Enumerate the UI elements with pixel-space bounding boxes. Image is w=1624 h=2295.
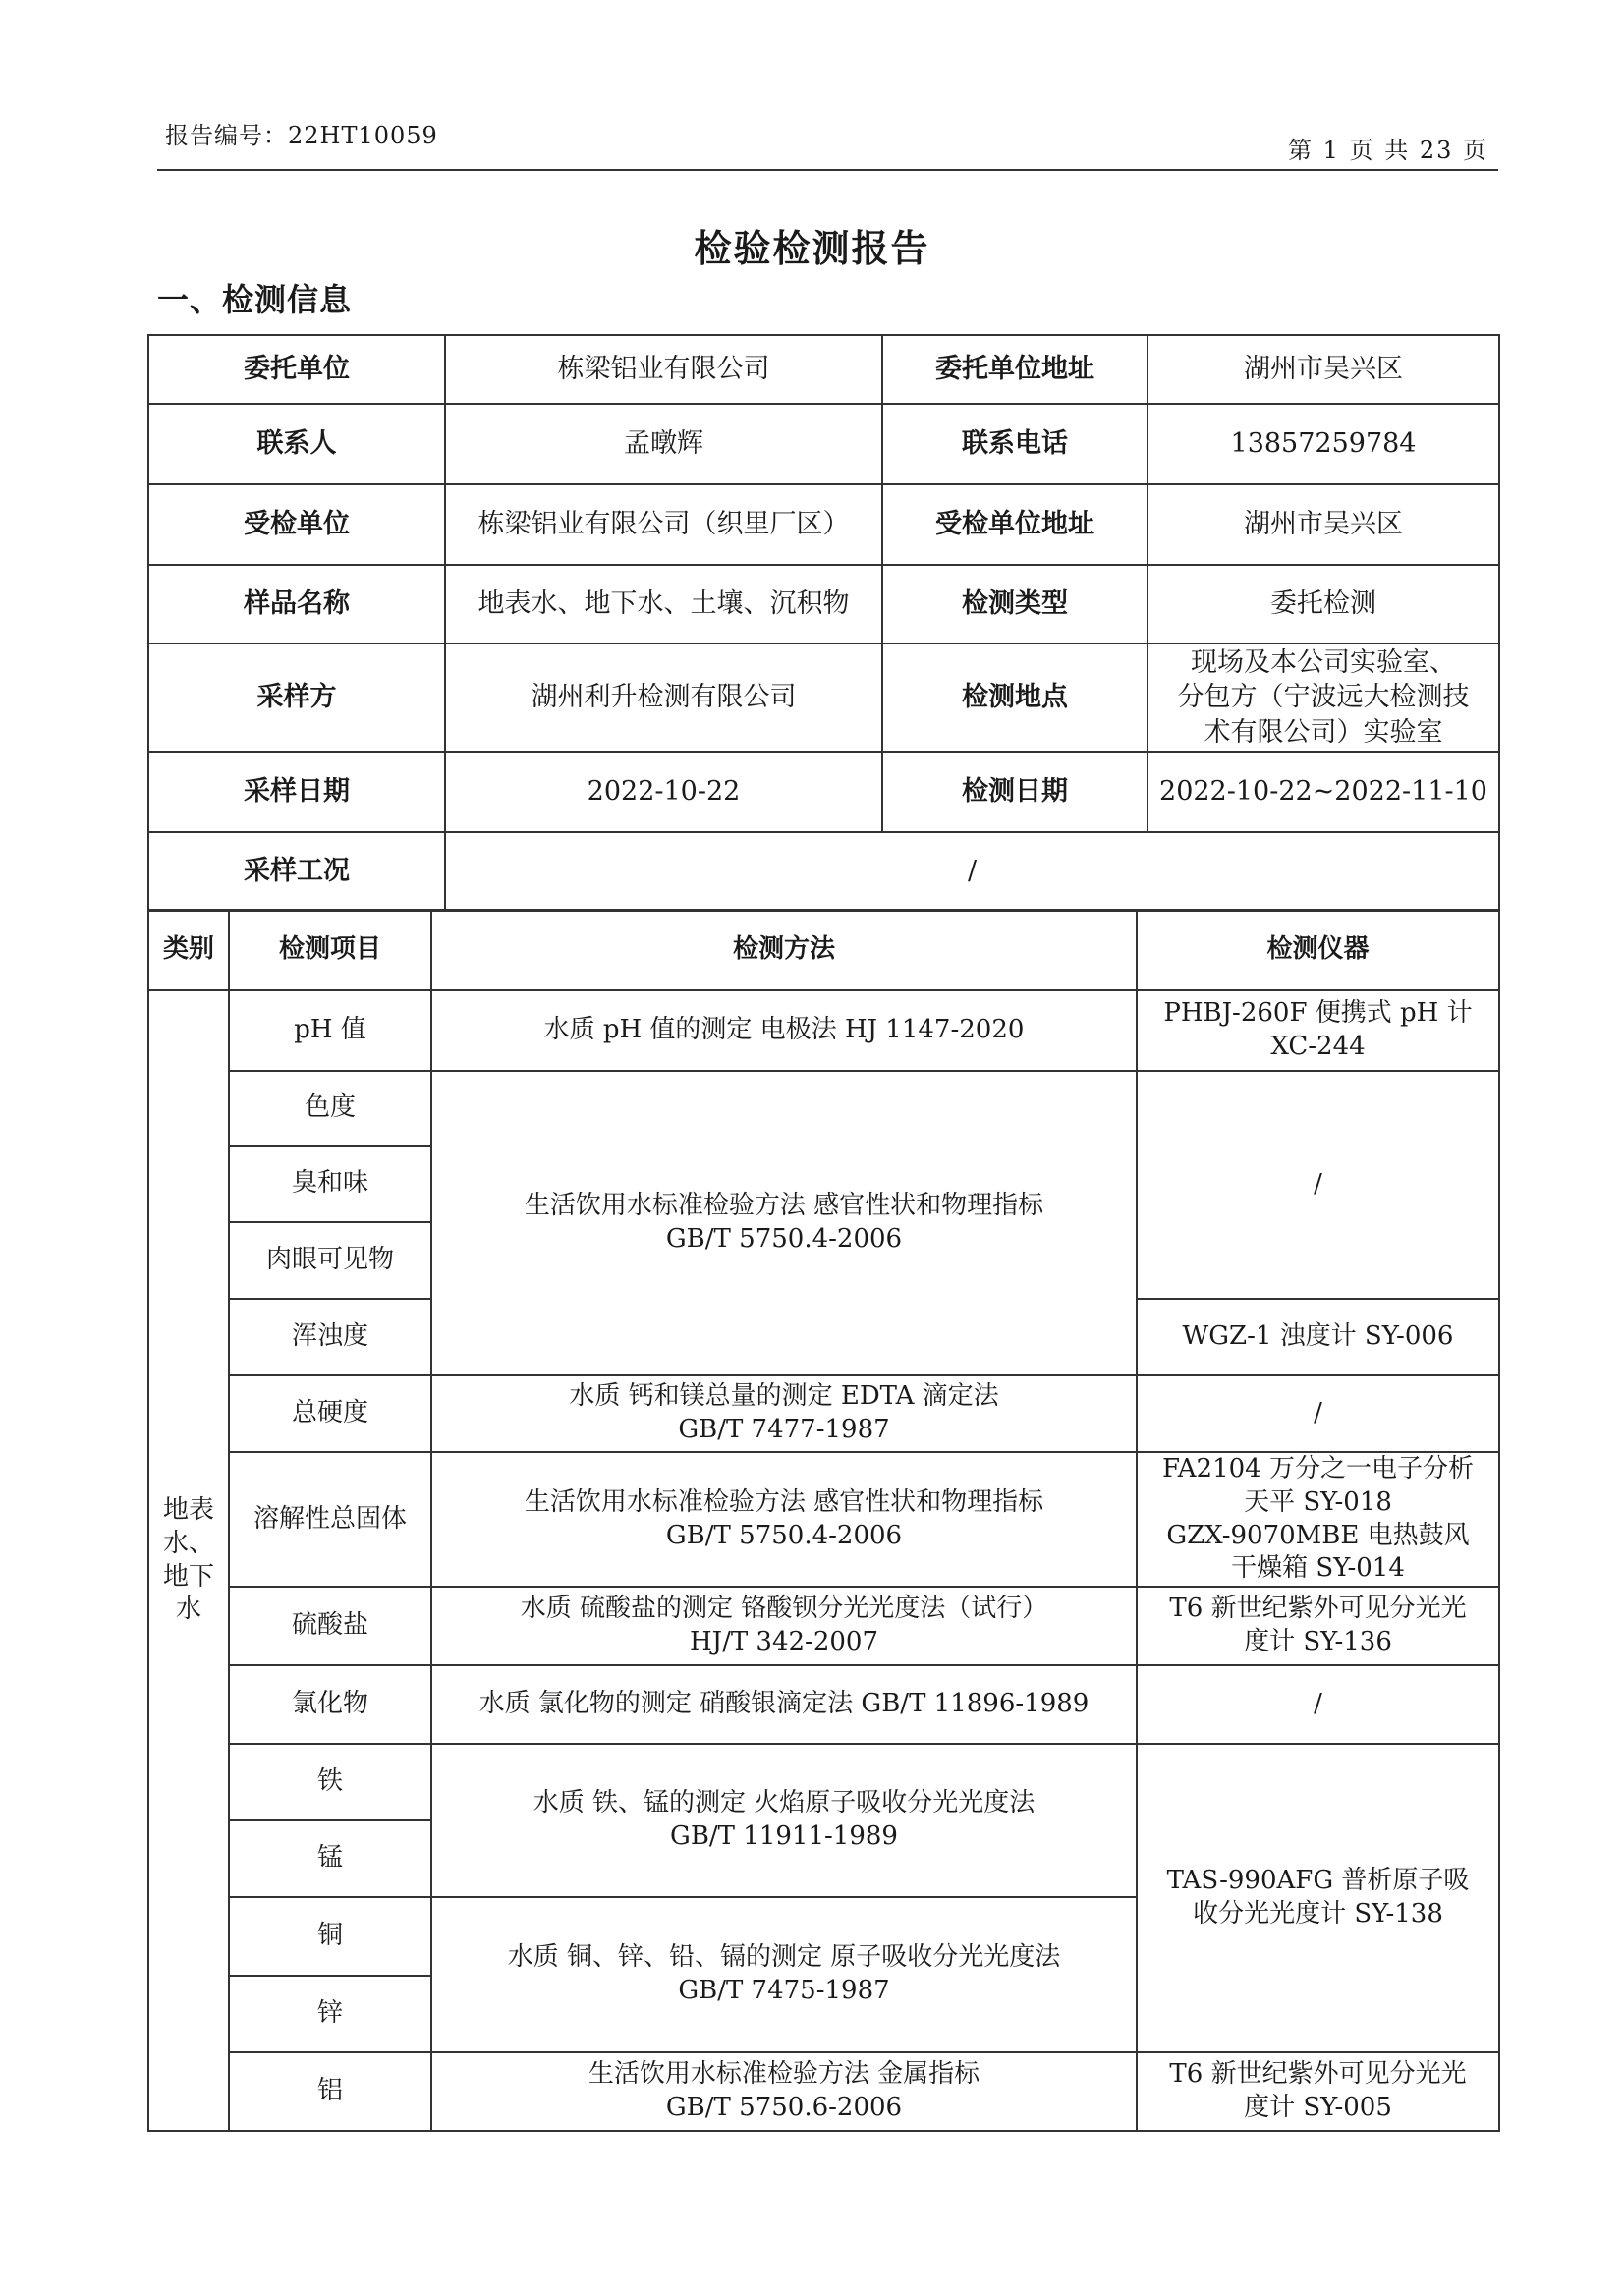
item-manganese: 锰: [229, 1820, 431, 1897]
table-row: [148, 2052, 1499, 2131]
sampler-value: 湖州利升检测有限公司: [445, 644, 882, 752]
instrument-aas: [1137, 1744, 1499, 2052]
test-date-label: 检测日期: [882, 752, 1148, 832]
method-fe-mn: [431, 1744, 1137, 1897]
instrument-line: TAS-990AFG 普析原子吸: [1166, 1866, 1470, 1896]
instrument-chloride: /: [1137, 1665, 1499, 1744]
inspected-address-value: 湖州市吴兴区: [1148, 484, 1499, 565]
instrument-line: FA2104 万分之一电子分析: [1162, 1454, 1474, 1483]
instrument-line: T6 新世纪紫外可见分光光: [1169, 2059, 1467, 2090]
info-row-sample: [148, 565, 1499, 644]
location-line: 现场及本公司实验室、: [1191, 646, 1456, 678]
item-aluminum: 铝: [229, 2052, 431, 2131]
item-turbidity: 浑浊度: [229, 1299, 431, 1375]
method-tds: [431, 1452, 1137, 1587]
instrument-sulfate: [1137, 1587, 1499, 1665]
test-type-value: 委托检测: [1148, 565, 1499, 644]
method-table: [147, 909, 1500, 2132]
method-sulfate: [431, 1587, 1137, 1665]
instrument-aluminum: [1137, 2052, 1499, 2131]
header-category: 类别: [148, 910, 229, 990]
table-row: [148, 1452, 1499, 1587]
location-line: 分包方（宁波远大检测技: [1177, 682, 1470, 713]
method-line: 水质 钙和镁总量的测定 EDTA 滴定法: [569, 1381, 999, 1412]
method-line: GB/T 5750.4-2006: [665, 1224, 903, 1254]
instrument-line: 度计 SY-005: [1244, 2093, 1392, 2123]
sample-value: 地表水、地下水、土壤、沉积物: [445, 565, 882, 644]
instrument-sensory: /: [1137, 1071, 1499, 1299]
category-line: 水、: [162, 1528, 214, 1558]
instrument-line: 收分光光度计 SY-138: [1193, 1899, 1443, 1930]
method-line: GB/T 7475-1987: [678, 1976, 890, 2006]
phone-label: 联系电话: [882, 404, 1148, 484]
instrument-line: 度计 SY-136: [1244, 1627, 1392, 1657]
document-title: 检验检测报告: [694, 227, 930, 270]
method-sensory: [431, 1071, 1137, 1375]
category-line: 地下: [162, 1561, 214, 1592]
location-label: 检测地点: [882, 644, 1148, 752]
category-line: 地表: [162, 1495, 214, 1525]
method-line: 水质 硫酸盐的测定 铬酸钡分光光度法（试行）: [520, 1594, 1048, 1624]
instrument-line: 天平 SY-018: [1244, 1486, 1392, 1517]
client-value: 栋梁铝业有限公司: [445, 335, 882, 404]
category-cell: [148, 990, 229, 2131]
header-instrument: 检测仪器: [1137, 910, 1499, 990]
location-line: 术有限公司）实验室: [1204, 716, 1443, 748]
info-row-dates: [148, 752, 1499, 832]
client-address-label: 委托单位地址: [882, 335, 1148, 404]
sample-date-label: 采样日期: [148, 752, 445, 832]
item-tds: 溶解性总固体: [229, 1452, 431, 1587]
info-row-condition: [148, 832, 1499, 911]
test-date-value: 2022-10-22~2022-11-10: [1148, 752, 1499, 832]
instrument-ph: [1137, 990, 1499, 1071]
method-aluminum: [431, 2052, 1137, 2131]
condition-label: 采样工况: [148, 832, 445, 911]
method-line: 生活饮用水标准检验方法 金属指标: [588, 2059, 980, 2090]
header-method: 检测方法: [431, 910, 1137, 990]
method-ph: 水质 pH 值的测定 电极法 HJ 1147-2020: [431, 990, 1137, 1071]
contact-value: 孟暾辉: [445, 404, 882, 484]
method-header-row: [148, 910, 1499, 990]
location-value: [1148, 644, 1499, 752]
info-row-inspected: [148, 484, 1499, 565]
instrument-line: GZX-9070MBE 电热鼓风: [1166, 1520, 1470, 1550]
instrument-line: 干燥箱 SY-014: [1231, 1553, 1405, 1584]
table-row: [148, 1375, 1499, 1452]
instrument-hardness: /: [1137, 1375, 1499, 1452]
item-hardness: 总硬度: [229, 1375, 431, 1452]
method-line: GB/T 11911-1989: [670, 1821, 898, 1852]
item-visible-matter: 肉眼可见物: [229, 1222, 431, 1299]
instrument-line: T6 新世纪紫外可见分光光: [1169, 1594, 1467, 1624]
method-line: 生活饮用水标准检验方法 感官性状和物理指标: [524, 1486, 1044, 1517]
client-address-value: 湖州市吴兴区: [1148, 335, 1499, 404]
method-line: GB/T 7477-1987: [678, 1415, 890, 1444]
table-row: [148, 1071, 1499, 1146]
client-label: 委托单位: [148, 335, 445, 404]
item-odor: 臭和味: [229, 1146, 431, 1222]
instrument-tds: [1137, 1452, 1499, 1587]
item-copper: 铜: [229, 1897, 431, 1976]
method-hardness: [431, 1375, 1137, 1452]
inspected-value: 栋梁铝业有限公司（织里厂区）: [445, 484, 882, 565]
instrument-line: PHBJ-260F 便携式 pH 计: [1163, 998, 1473, 1029]
method-line: HJ/T 342-2007: [689, 1627, 879, 1657]
item-sulfate: 硫酸盐: [229, 1587, 431, 1665]
item-iron: 铁: [229, 1744, 431, 1820]
test-type-label: 检测类型: [882, 565, 1148, 644]
method-line: 生活饮用水标准检验方法 感官性状和物理指标: [524, 1191, 1044, 1221]
method-cu-zn: [431, 1897, 1137, 2052]
info-row-client: [148, 335, 1499, 404]
method-chloride: 水质 氯化物的测定 硝酸银滴定法 GB/T 11896-1989: [431, 1665, 1137, 1744]
header-item: 检测项目: [229, 910, 431, 990]
info-table: [147, 334, 1500, 912]
sampler-label: 采样方: [148, 644, 445, 752]
method-line: 水质 铁、锰的测定 火焰原子吸收分光光度法: [532, 1788, 1036, 1819]
table-row: [148, 1587, 1499, 1665]
category-line: 水: [175, 1595, 201, 1625]
item-ph: pH 值: [229, 990, 431, 1071]
item-chloride: 氯化物: [229, 1665, 431, 1744]
item-color: 色度: [229, 1071, 431, 1146]
method-line: 水质 铜、锌、铅、镉的测定 原子吸收分光光度法: [507, 1942, 1061, 1973]
page-indicator: 第 1 页 共 23 页: [1288, 137, 1488, 164]
header-divider: [157, 169, 1498, 171]
report-number: 报告编号：22HT10059: [165, 122, 438, 149]
inspected-label: 受检单位: [148, 484, 445, 565]
method-line: GB/T 5750.4-2006: [665, 1520, 903, 1550]
sample-label: 样品名称: [148, 565, 445, 644]
instrument-turbidity: WGZ-1 浊度计 SY-006: [1137, 1299, 1499, 1375]
info-row-sampler: [148, 644, 1499, 752]
section-title: 一、检测信息: [157, 281, 353, 318]
inspected-address-label: 受检单位地址: [882, 484, 1148, 565]
phone-value: 13857259784: [1148, 404, 1499, 484]
instrument-line: XC-244: [1270, 1032, 1366, 1061]
table-row: [148, 1744, 1499, 1820]
item-zinc: 锌: [229, 1976, 431, 2052]
table-row: [148, 990, 1499, 1071]
contact-label: 联系人: [148, 404, 445, 484]
method-line: GB/T 5750.6-2006: [665, 2093, 903, 2123]
info-row-contact: [148, 404, 1499, 484]
condition-value: /: [445, 832, 1499, 911]
table-row: [148, 1665, 1499, 1744]
sample-date-value: 2022-10-22: [445, 752, 882, 832]
